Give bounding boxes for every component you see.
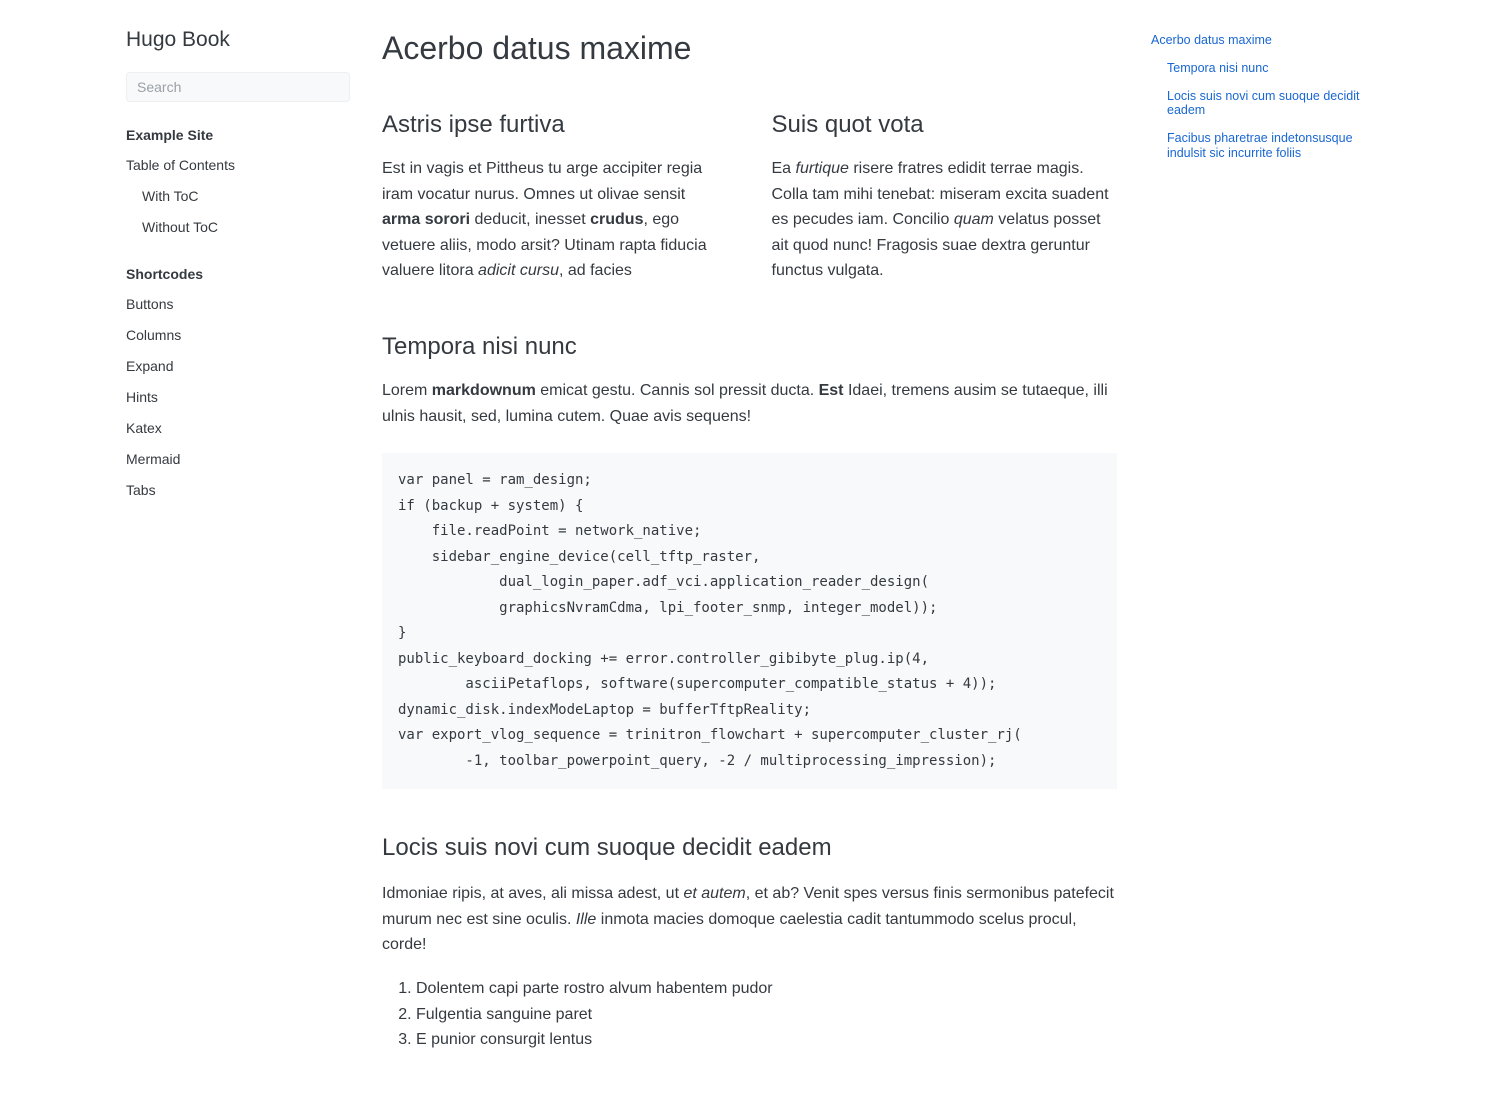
sidebar-nav [126,128,350,498]
search-input[interactable] [126,72,350,102]
sidebar-item-columns[interactable]: Columns [126,327,182,343]
column-suis [772,90,1118,284]
code-line: graphicsNvramCdma, lpi_footer_snmp, integer_model)); [398,599,938,616]
code-line: if (backup + system) { [398,497,584,514]
sidebar-item-katex[interactable]: Katex [126,420,162,436]
code-line: -1, toolbar_powerpoint_query, -2 / multiprocessing_impression); [398,752,997,769]
toc-link-facibus-pharetrae[interactable]: Facibus pharetrae indetonsusque indulsit sic incurrite foliis [1167,131,1353,160]
sidebar-item-without-toc[interactable]: Without ToC [142,219,218,235]
list-item: 2. Fulgentia sanguine paret [416,1002,1117,1028]
toc [1133,0,1390,190]
list-item: 1. Dolentem capi parte rostro alvum habentem pudor [416,976,1117,1002]
section-heading-locis: Locis suis novi cum suoque decidit eadem [382,834,832,862]
sidebar-item-expand[interactable]: Expand [126,358,174,374]
page-container [110,0,1390,1093]
sidebar-group-example-site [126,158,350,235]
sidebar-group-header-shortcodes[interactable]: Shortcodes [126,266,204,282]
section-heading-tempora: Tempora nisi nunc [382,332,577,360]
column-astris [382,90,728,284]
paragraph-astris: Est in vagis et Pittheus tu arge accipiter regia iram vocatur nurus. Omnes ut olivae sensit arma sorori deducit, inesset crudus, ego vetuere aliis, modo arsit? Utinam rapta fiducia valuere litora adicit cursu, ad facies [382,160,707,280]
toc-link-locis-suis-novi[interactable]: Locis suis novi cum suoque decidit eadem [1167,88,1360,118]
paragraph-suis: Ea furtique risere fratres edidit terrae magis. Colla tam mihi tenebat: miseram excita suadent es pecudes iam. Concilio quam velatus posset ait quod nunc! Fragosis suae dextra geruntur functus vulgata. [771,160,1109,280]
code-line: public_keyboard_docking += error.controller_gibibyte_plug.ip(4, [398,650,930,667]
list-item: 3. E punior consurgit lentus [416,1027,1117,1053]
toc-link-acerbo-datus-maxime[interactable]: Acerbo datus maxime [1151,33,1272,47]
column-heading-astris: Astris ipse furtiva [382,111,565,138]
sidebar [110,0,366,530]
page-title: Acerbo datus maxime [382,30,692,66]
sidebar-item-tabs[interactable]: Tabs [126,482,156,498]
paragraph-locis: Idmoniae ripis, at aves, ali missa adest, ut et autem, et ab? Venit spes versus finis sermonibus patefecit murum nec est sine oculis. Ille inmota macies domoque caelestia cadit tantummodo scelus procul, corde! [382,885,1114,954]
code-line: var export_vlog_sequence = trinitron_flowchart + supercomputer_cluster_rj( [398,727,1022,744]
ordered-list [382,976,1117,1053]
code-line: var panel = ram_design; [398,472,592,489]
code-block [382,453,1117,789]
columns-row [382,90,1117,284]
code-line: dynamic_disk.indexModeLaptop = bufferTftpReality; [398,701,812,718]
sidebar-item-hints[interactable]: Hints [126,389,158,405]
sidebar-group-header-example-site[interactable]: Example Site [126,127,214,143]
paragraph-tempora: Lorem markdownum emicat gestu. Cannis sol pressit ducta. Est Idaei, tremens ausim se tutaeque, illi ulnis hausit, sed, lumina cutem. Quae avis sequens! [382,381,1108,425]
sidebar-item-table-of-contents[interactable]: Table of Contents [126,157,235,173]
code-line: } [398,625,407,642]
code-line: asciiPetaflops, software(supercomputer_compatible_status + 4)); [398,676,997,693]
sidebar-item-buttons[interactable]: Buttons [126,296,174,312]
sidebar-item-with-toc[interactable]: With ToC [142,188,199,204]
main-content [366,0,1133,1093]
toc-link-tempora-nisi-nunc[interactable]: Tempora nisi nunc [1167,60,1269,75]
code-line: dual_login_paper.adf_vci.application_reader_design( [398,574,930,591]
column-heading-suis: Suis quot vota [771,111,924,138]
sidebar-group-shortcodes [126,297,350,498]
code-line: sidebar_engine_device(cell_tftp_raster, [398,548,761,565]
sidebar-item-mermaid[interactable]: Mermaid [126,451,181,467]
code-line: file.readPoint = network_native; [398,523,702,540]
site-title-link[interactable]: Hugo Book [126,28,230,51]
